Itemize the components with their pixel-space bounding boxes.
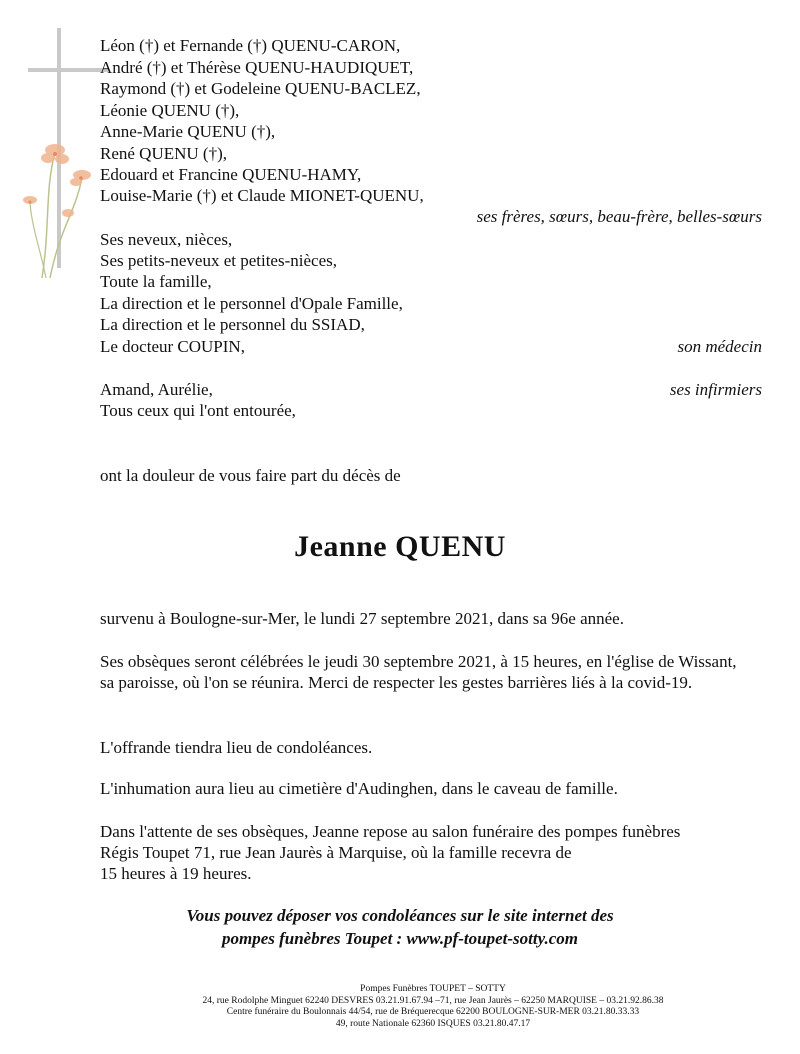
- condolences-note: [0, 904, 800, 950]
- relative-line: Ses neveux, nièces,: [100, 230, 233, 249]
- relative-line: Ses petits-neveux et petites-nièces,: [100, 251, 337, 270]
- relative-line: Le docteur COUPIN,: [100, 337, 245, 356]
- burial-paragraph: L'inhumation aura lieu au cimetière d'Audinghen, dans le caveau de famille.: [100, 779, 618, 798]
- family-line: Léon (†) et Fernande (†) QUENU-CARON,: [100, 36, 401, 55]
- doctor-caption: son médecin: [677, 337, 762, 356]
- wake-line: Dans l'attente de ses obsèques, Jeanne repose au salon funéraire des pompes funèbres: [100, 822, 681, 841]
- family-caption: ses frères, sœurs, beau-frère, belles-sœurs: [476, 207, 762, 226]
- family-line: Anne-Marie QUENU (†),: [100, 122, 276, 141]
- deceased-name: Jeanne QUENU: [294, 530, 506, 563]
- family-line: Raymond (†) et Godeleine QUENU-BACLEZ,: [100, 79, 421, 98]
- footer-line: 24, rue Rodolphe Minguet 62240 DESVRES 03.21.91.67.94 –71, rue Jean Jaurès – 62250 MARQUISE – 03.21.92.86.38: [202, 995, 664, 1006]
- funeral-home-footer: [0, 984, 800, 1030]
- death-paragraph: survenu à Boulogne-sur-Mer, le lundi 27 septembre 2021, dans sa 96e année.: [100, 609, 624, 628]
- cross-flowers-icon: [20, 28, 110, 288]
- nurse-line: Amand, Aurélie,: [100, 380, 213, 399]
- relative-line: La direction et le personnel du SSIAD,: [100, 315, 365, 334]
- footer-line: Centre funéraire du Boulonnais 44/54, rue de Bréquerecque 62200 BOULOGNE-SUR-MER 03.21.80.33.33: [226, 1007, 640, 1017]
- nurse-line: Tous ceux qui l'ont entourée,: [100, 401, 296, 420]
- footer-line: Pompes Funèbres TOUPET – SOTTY: [360, 984, 506, 994]
- condolences-line: Vous pouvez déposer vos condoléances sur le site internet des: [186, 906, 614, 925]
- wake-line: 15 heures à 19 heures.: [100, 864, 252, 883]
- family-line: Louise-Marie (†) et Claude MIONET-QUENU,: [100, 186, 424, 205]
- relative-line: La direction et le personnel d'Opale Famille,: [100, 294, 403, 313]
- announcement: ont la douleur de vous faire part du décès de: [100, 466, 401, 485]
- condolences-line: pompes funèbres Toupet : www.pf-toupet-sotty.com: [221, 929, 579, 948]
- family-line: René QUENU (†),: [100, 144, 227, 163]
- footer-line: 49, route Nationale 62360 ISQUES 03.21.80.47.17: [335, 1018, 531, 1029]
- family-line: Edouard et Francine QUENU-HAMY,: [100, 165, 362, 184]
- wake-line: Régis Toupet 71, rue Jean Jaurès à Marquise, où la famille recevra de: [100, 843, 572, 862]
- offering-paragraph: L'offrande tiendra lieu de condoléances.: [100, 738, 373, 757]
- nurses-caption: ses infirmiers: [669, 380, 762, 399]
- funeral-paragraph: Ses obsèques seront célébrées le jeudi 30 septembre 2021, à 15 heures, en l'église de Wissant, sa paroisse, où l'on se réunira. Merci de respecter les gestes barrières liés à la covid-19.: [100, 652, 737, 692]
- family-line: André (†) et Thérèse QUENU-HAUDIQUET,: [100, 58, 414, 77]
- family-line: Léonie QUENU (†),: [100, 101, 240, 120]
- relative-line: Toute la famille,: [100, 272, 212, 291]
